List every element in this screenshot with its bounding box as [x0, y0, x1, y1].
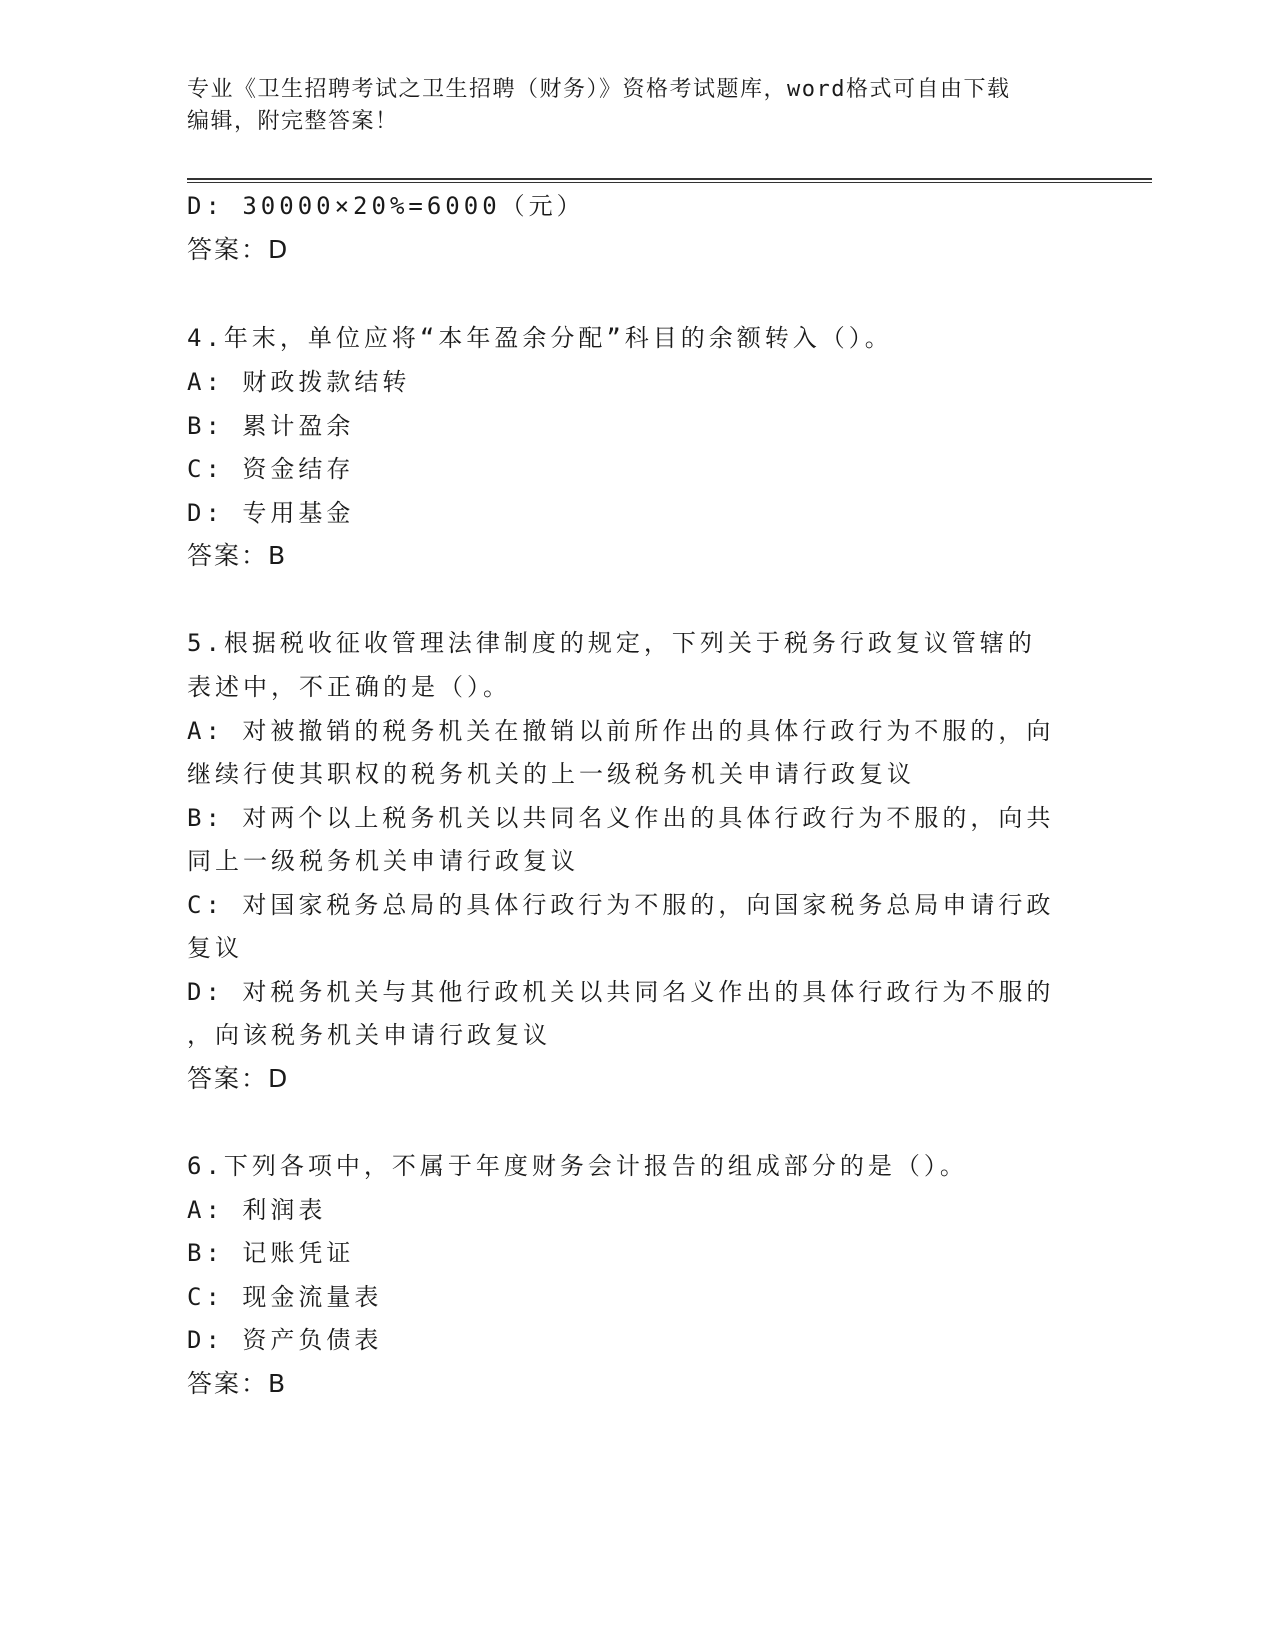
- q5-stem-line-2: 表述中，不正确的是（）。: [187, 673, 511, 701]
- q5-option-c-line-2: 复议: [187, 934, 243, 962]
- q5-stem-line-1: 5.根据税收征收管理法律制度的规定，下列关于税务行政复议管辖的: [187, 629, 1036, 657]
- q3-option-d: D: 30000×20%=6000（元）: [187, 192, 585, 220]
- q5-option-a-line-1: A: 对被撤销的税务机关在撤销以前所作出的具体行政行为不服的，向: [187, 717, 1055, 745]
- q3-answer: 答案：D: [187, 235, 290, 264]
- q4-option-d: D: 专用基金: [187, 499, 355, 527]
- q5-option-b-line-2: 同上一级税务机关申请行政复议: [187, 847, 579, 875]
- q5-option-c-line-1: C: 对国家税务总局的具体行政行为不服的，向国家税务总局申请行政: [187, 891, 1055, 919]
- q5-option-a-line-2: 继续行使其职权的税务机关的上一级税务机关申请行政复议: [187, 760, 915, 788]
- q4-option-b: B: 累计盈余: [187, 412, 355, 440]
- q4-option-a: A: 财政拨款结转: [187, 368, 411, 396]
- q4-stem: 4.年末，单位应将“本年盈余分配”科目的余额转入（）。: [187, 324, 893, 352]
- q6-option-b: B: 记账凭证: [187, 1239, 355, 1267]
- header-divider: [187, 178, 1152, 183]
- q5-answer: 答案：D: [187, 1064, 290, 1093]
- q4-option-c: C: 资金结存: [187, 455, 355, 483]
- q6-answer: 答案：B: [187, 1369, 288, 1398]
- header-line-1: 专业《卫生招聘考试之卫生招聘（财务）》资格考试题库，word格式可自由下载: [187, 77, 1011, 102]
- q5-option-d-line-2: ，向该税务机关申请行政复议: [187, 1021, 551, 1049]
- document-header: [187, 74, 1087, 138]
- header-line-2: 编辑，附完整答案！: [187, 109, 399, 134]
- q4-answer: 答案：B: [187, 541, 288, 570]
- q6-option-c: C: 现金流量表: [187, 1283, 383, 1311]
- q5-option-d-line-1: D: 对税务机关与其他行政机关以共同名义作出的具体行政行为不服的: [187, 978, 1055, 1006]
- q6-option-a: A: 利润表: [187, 1196, 327, 1224]
- q5-option-b-line-1: B: 对两个以上税务机关以共同名义作出的具体行政行为不服的，向共: [187, 804, 1055, 832]
- q6-option-d: D: 资产负债表: [187, 1326, 383, 1354]
- q6-stem: 6.下列各项中，不属于年度财务会计报告的组成部分的是（）。: [187, 1152, 968, 1180]
